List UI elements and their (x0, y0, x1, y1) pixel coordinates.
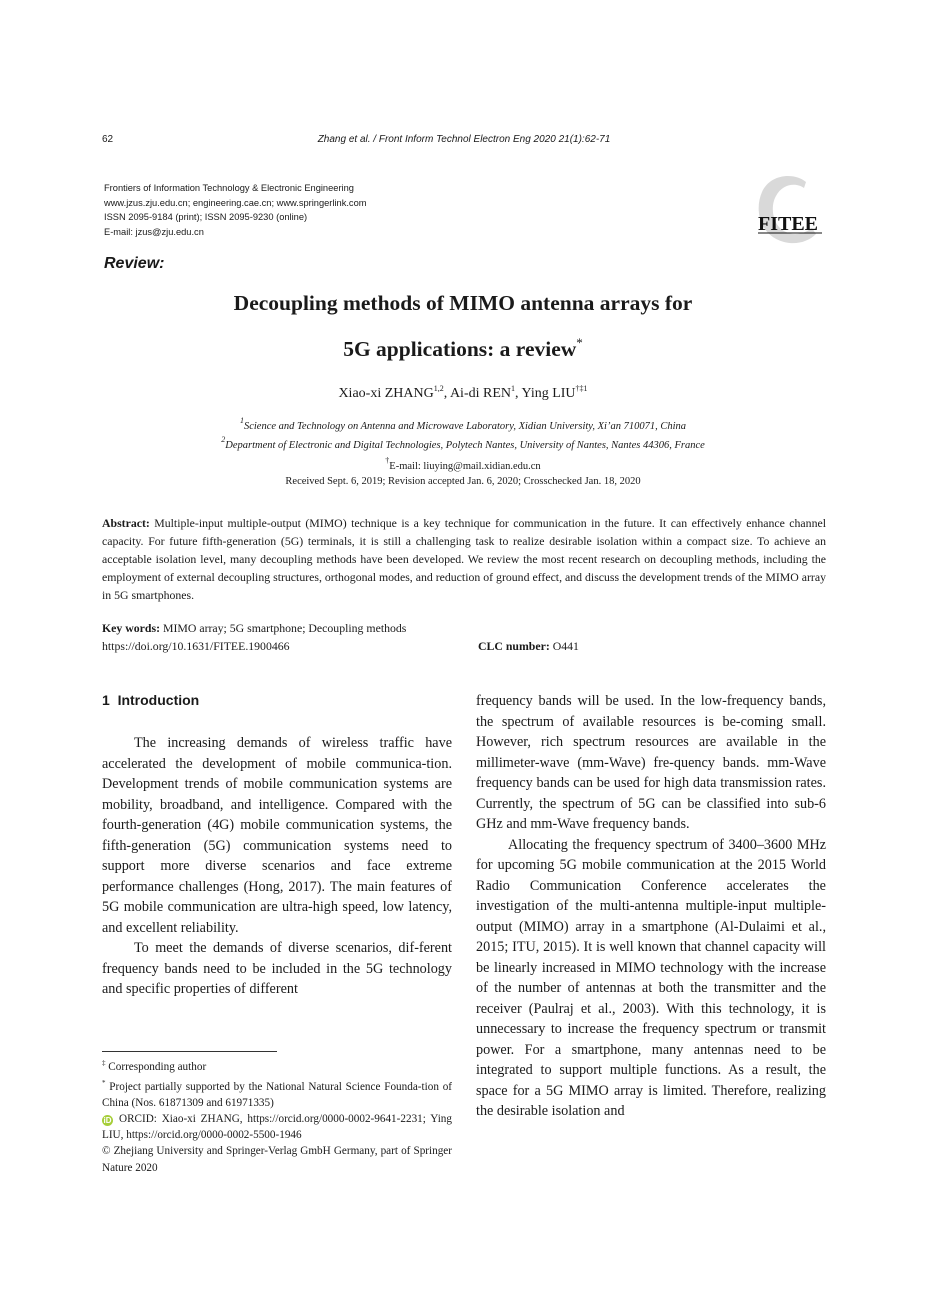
author-list (100, 384, 826, 402)
affiliation-1 (100, 416, 826, 432)
fitee-logo-graphic (750, 170, 830, 248)
journal-info (104, 181, 524, 240)
author-affiliation-mark: †‡1 (575, 384, 588, 393)
affiliation-mark: 1 (239, 416, 244, 425)
title-footnote-mark: * (576, 335, 583, 350)
paragraph: To meet the demands of diverse scenarios, dif-ferent frequency bands need to be included in the 5G technology and specific properties of different (102, 940, 452, 997)
title-line-2-text: 5G applications: a review (343, 337, 577, 361)
clc-value: O441 (552, 639, 579, 653)
abstract-text: Multiple-input multiple-output (MIMO) technique is a key technique for communication in the future. It can effectively enhance channel capacity. For future fifth-generation (5G) terminals, it is still a challenging task to realize desirable isolation within a compact size. To achieve an acceptable isolation level, many decoupling methods have been developed. We review the most recent research on decoupling methods, including the employment of external decoupling structures, orthogonal modes, and reduction of ground effect, and discuss the development trends of the MIMO array in 5G smartphones. (102, 516, 826, 602)
section-heading (102, 692, 199, 708)
orcid-icon: iD (103, 1116, 112, 1126)
doi-link[interactable]: https://doi.org/10.1631/FITEE.1900466 (102, 639, 290, 653)
paragraph: frequency bands will be used. In the low-frequency bands, the spectrum of available resources is be-coming small. However, rich spectrum resources are available in the millimeter-wave (mm-Wave) fre-quency bands. mm-Wave frequency bands can be used for high data transmission rates. Currently, the spectrum of 5G can be classified into sub-6 GHz and mm-Wave frequency bands. (476, 693, 826, 832)
journal-name: Frontiers of Information Technology & Electronic Engineering (104, 183, 354, 193)
abstract (102, 514, 826, 604)
footnote-text: Corresponding author (108, 1061, 207, 1073)
footnote-funding (102, 1075, 452, 1111)
corresponding-email (100, 456, 826, 472)
title-line-2 (100, 323, 826, 369)
keywords-label: Key words: (102, 621, 160, 635)
email-mark: † (385, 456, 390, 465)
author-affiliation-mark: 1 (511, 384, 515, 393)
author-name: Xiao-xi ZHANG (338, 386, 434, 401)
footnote-text: Project partially supported by the National Natural Science Founda-tion of China (Nos. 61871309 and 61971335) (102, 1081, 453, 1110)
section-title: Introduction (117, 692, 200, 708)
paragraph: Allocating the frequency spectrum of 3400–3600 MHz for upcoming 5G mobile communication at the 2015 World Radio Communication Conference accelerates the investigation of the multi-antenna multiple-input multiple-output (MIMO) array in a smartphone (Al-Dulaimi et al., 2015; ITU, 2015). It is well known that channel capacity will be linearly increased in MIMO technology with the increase of the number of antennas at both the transmitter and the receiver (Paulraj et al., 2003). With this technology, it is unnecessary to increase the frequency spectrum or transmit power. For a smartphone, many antennas need to be integrated to support multiple functions. As a result, the space for a 5G MIMO array is limited. Therefore, realizing the desirable isolation and (476, 836, 826, 1119)
paragraph: The increasing demands of wireless traffic have accelerated the development of mobile communica-tion. Development trends of mobile communication systems are mobility, broadband, and intelligence. Compared with the fourth-generation (4G) mobile communication systems, the fifth-generation (5G) communication systems need to support more diverse scenarios and face extreme performance challenges (Hong, 2017). The main features of 5G mobile communication are ultra-high speed, low latency, and excellent reliability. (102, 735, 452, 936)
affiliation-mark: 2 (221, 435, 226, 444)
paper-title (100, 283, 826, 369)
author-separator: , (443, 386, 450, 401)
footnote-mark: * (102, 1079, 106, 1088)
affiliation-text: Department of Electronic and Digital Technologies, Polytech Nantes, University of Nantes, Nantes 44306, France (225, 440, 705, 451)
right-column (476, 691, 826, 1122)
journal-websites: www.jzus.zju.edu.cn; engineering.cae.cn; www.springerlink.com (104, 197, 367, 208)
clc-label: CLC number: (478, 639, 550, 653)
affiliation-2 (100, 435, 826, 451)
journal-email: E-mail: jzus@zju.edu.cn (104, 227, 204, 238)
footnote-corresponding (102, 1055, 452, 1075)
left-column (102, 733, 452, 1000)
keywords (102, 621, 406, 636)
author-separator: , (515, 386, 522, 401)
author-name: Ai-di REN (449, 386, 511, 401)
keywords-text: MIMO array; 5G smartphone; Decoupling methods (162, 621, 407, 635)
footnote-copyright: © Zhejiang University and Springer-Verlag GmbH Germany, part of Springer Nature 2020 (102, 1145, 452, 1174)
email-text: E-mail: liuying@mail.xidian.edu.cn (389, 461, 541, 472)
footnote-mark: ‡ (102, 1059, 106, 1067)
page-number: 62 (102, 134, 114, 145)
fitee-logo (750, 170, 830, 248)
received-dates: Received Sept. 6, 2019; Revision accepted Jan. 6, 2020; Crosschecked Jan. 18, 2020 (285, 476, 641, 487)
abstract-label: Abstract: (102, 516, 150, 530)
footnotes (102, 1055, 452, 1176)
footnote-text: ORCID: Xiao-xi ZHANG, https://orcid.org/0000-0002-9641-2231; Ying LIU, https://orcid.org/0000-0002-5500-1946 (102, 1113, 452, 1142)
journal-issn: ISSN 2095-9184 (print); ISSN 2095-9230 (online) (104, 212, 308, 223)
article-type: Review: (104, 255, 165, 272)
author-name: Ying LIU (521, 386, 576, 401)
clc-number (478, 639, 579, 654)
running-title: Zhang et al. / Front Inform Technol Electron Eng 2020 21(1):62-71 (317, 134, 611, 145)
footnote-orcid (102, 1111, 452, 1143)
author-affiliation-mark: 1,2 (433, 384, 444, 393)
fitee-logo-text: FITEE (758, 213, 819, 235)
affiliation-text: Science and Technology on Antenna and Microwave Laboratory, Xidian University, Xi’an 710071, China (243, 421, 687, 432)
footnote-divider (102, 1051, 277, 1052)
section-number: 1 (102, 692, 110, 708)
running-head (102, 134, 826, 148)
title-line-1: Decoupling methods of MIMO antenna arrays for (233, 291, 693, 315)
